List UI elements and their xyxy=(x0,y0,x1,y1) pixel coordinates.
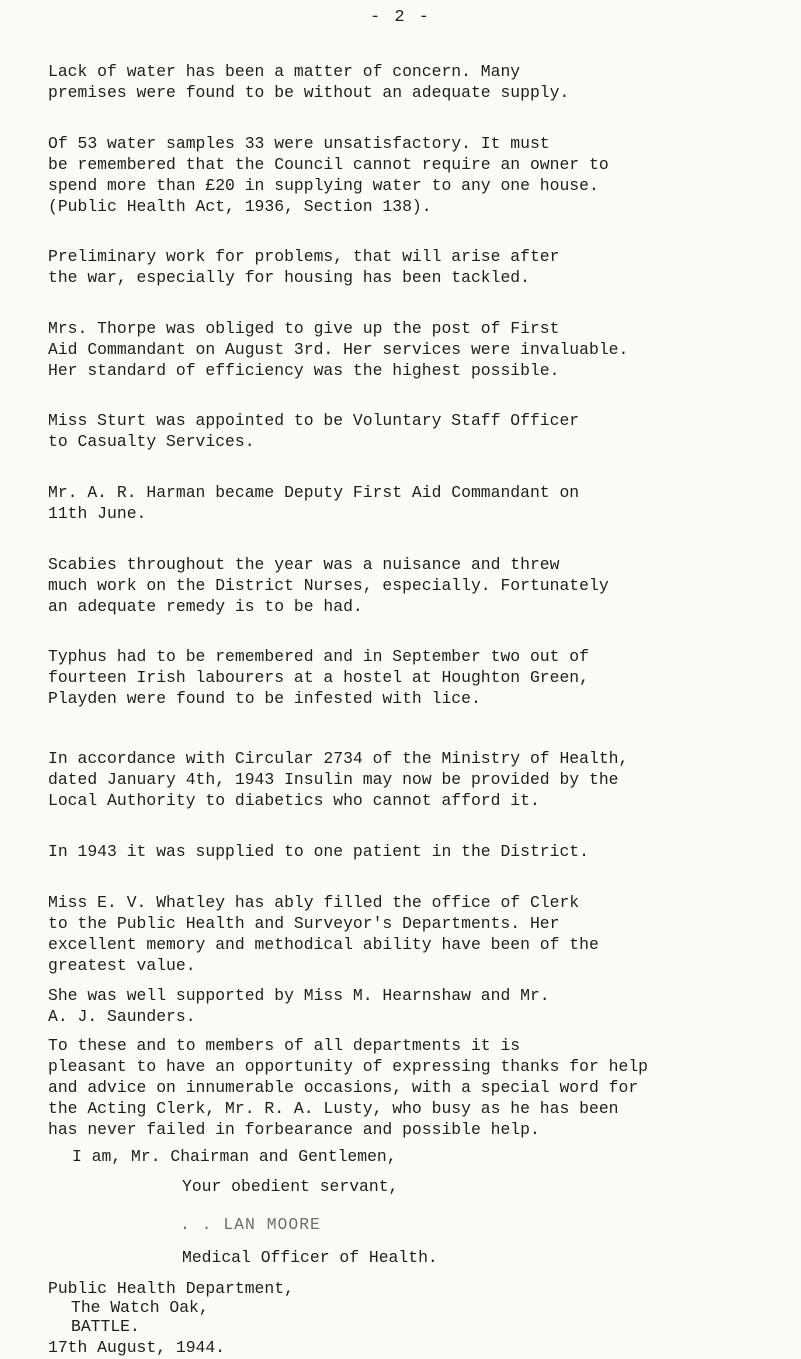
page-number: - 2 - xyxy=(369,8,431,27)
paragraph-miss-sturt: Miss Sturt was appointed to be Voluntary Staff Officer to Casualty Services. xyxy=(48,411,580,451)
paragraph-typhus: Typhus had to be remembered and in September two out of fourteen Irish labourers at a hostel at Houghton Green, Playden were found to be infested with lice. xyxy=(48,647,589,708)
closing-salutation: I am, Mr. Chairman and Gentlemen, xyxy=(72,1147,397,1166)
paragraph-water-samples: Of 53 water samples 33 were unsatisfactory. It must be remembered that the Council cannot require an owner to spend more than £20 in supplying water to any one house. (Public Health Act, 1936, Section 138). xyxy=(48,134,609,216)
paragraph-staff-support: She was well supported by Miss M. Hearnshaw and Mr. A. J. Saunders. xyxy=(48,986,550,1026)
paragraph-miss-whatley: Miss E. V. Whatley has ably filled the office of Clerk to the Public Health and Surveyor's Departments. Her excellent memory and methodical ability have been of the greatest value. xyxy=(48,893,599,975)
closing-servant: Your obedient servant, xyxy=(182,1177,399,1196)
signature: . . LAN MOORE xyxy=(180,1215,321,1234)
paragraph-water-supply: Lack of water has been a matter of concern. Many premises were found to be without an adequate supply. xyxy=(48,62,570,102)
address-line-3: BATTLE. xyxy=(71,1317,140,1336)
paragraph-scabies: Scabies throughout the year was a nuisance and threw much work on the District Nurses, especially. Fortunately an adequate remedy is to be had. xyxy=(48,555,609,616)
paragraph-thanks: To these and to members of all departments it is pleasant to have an opportunity of expressing thanks for help and advice on innumerable occasions, with a special word for the Acting Clerk, Mr. R. A. Lusty, who busy as he has been has never failed in forbearance and possible help. xyxy=(48,1036,648,1139)
paragraph-insulin-circular: In accordance with Circular 2734 of the Ministry of Health, dated January 4th, 1943 Insulin may now be provided by the Local Authority to diabetics who cannot afford it. xyxy=(48,749,629,810)
paragraph-preliminary-work: Preliminary work for problems, that will arise after the war, especially for housing has been tackled. xyxy=(48,247,560,287)
letter-date: 17th August, 1944. xyxy=(48,1338,226,1357)
paragraph-mr-harman: Mr. A. R. Harman became Deputy First Aid Commandant on 11th June. xyxy=(48,483,580,523)
paragraph-mrs-thorpe: Mrs. Thorpe was obliged to give up the post of First Aid Commandant on August 3rd. Her services were invaluable. Her standard of efficiency was the highest possible. xyxy=(48,319,629,380)
signatory-title: Medical Officer of Health. xyxy=(182,1248,438,1267)
address-line-1: Public Health Department, xyxy=(48,1279,294,1298)
address-line-2: The Watch Oak, xyxy=(71,1298,209,1317)
paragraph-insulin-supplied: In 1943 it was supplied to one patient in the District. xyxy=(48,842,589,861)
